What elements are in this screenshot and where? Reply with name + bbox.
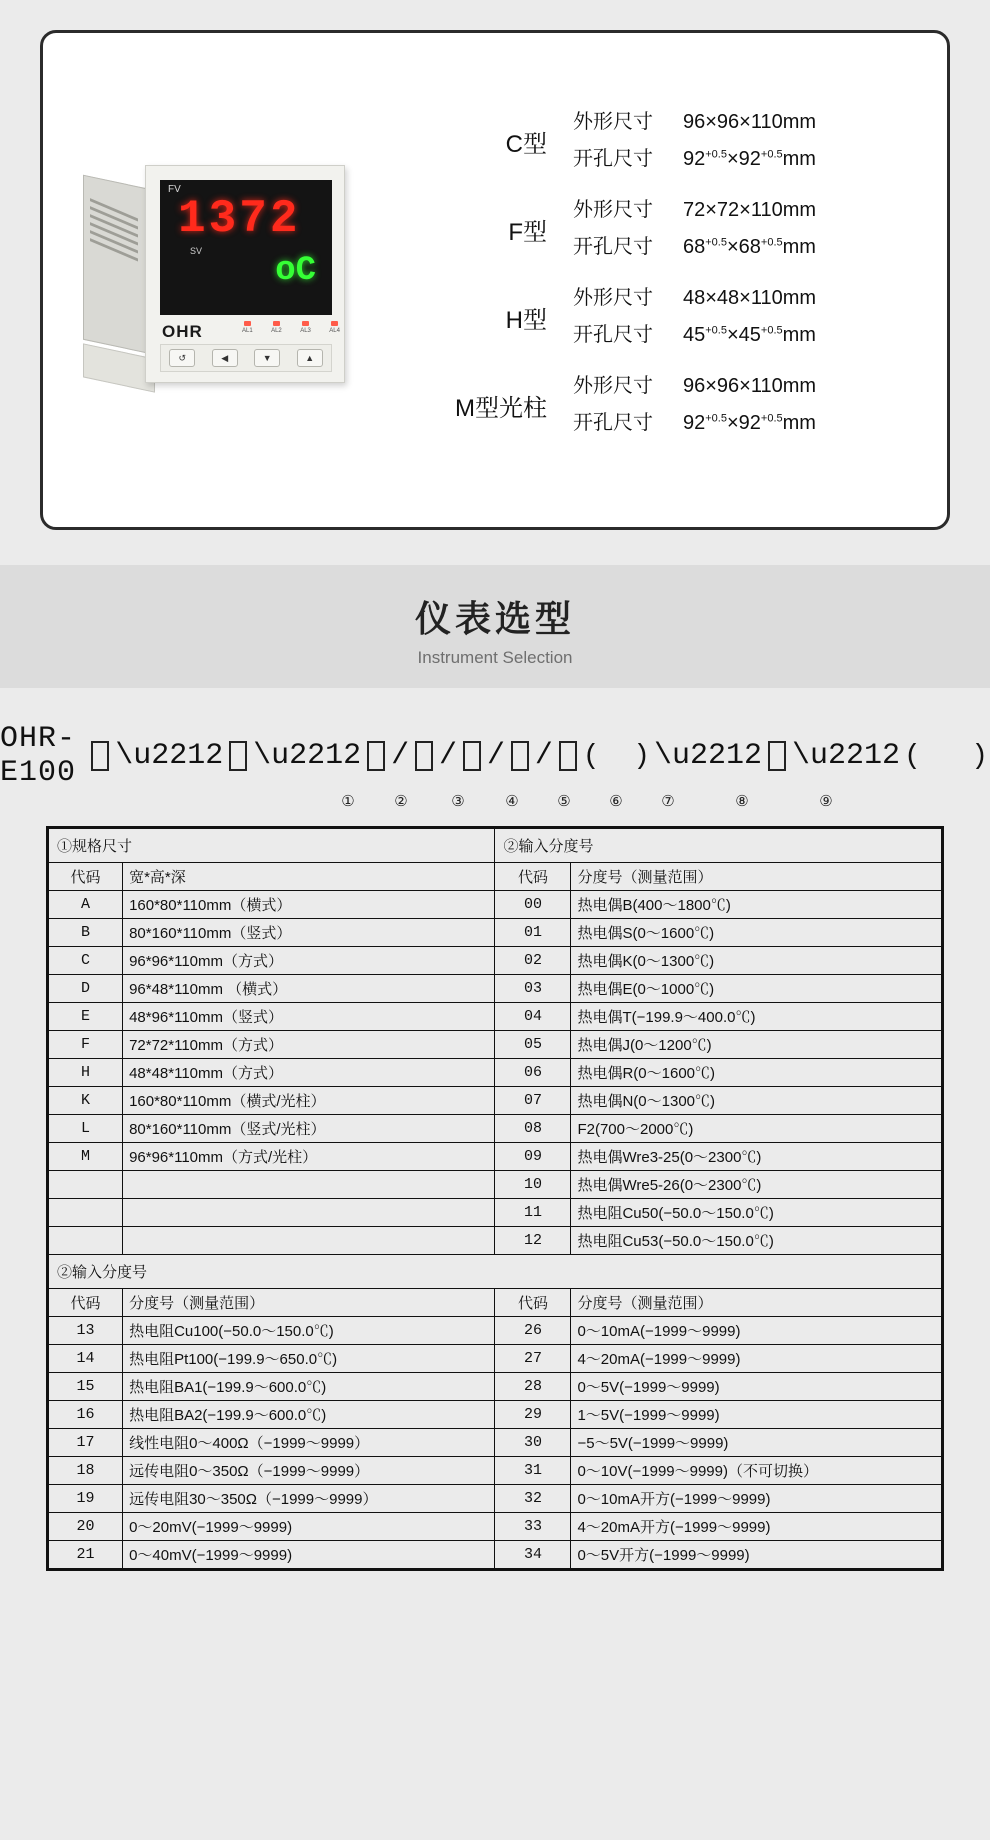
- table-row: [49, 975, 942, 1003]
- model-dash: \u2212: [253, 739, 362, 773]
- cell-code: H: [49, 1059, 123, 1087]
- model-index-6: ⑥: [609, 793, 623, 810]
- device-display: [160, 180, 332, 315]
- alarm-lamp-label: AL3: [300, 328, 311, 334]
- cell-desc: 0～20mV(−1999～9999): [123, 1513, 495, 1541]
- model-paren-open: ( ): [582, 740, 651, 772]
- model-code-line: [0, 722, 990, 790]
- cell-desc: 热电偶Wre5-26(0～2300℃): [571, 1171, 942, 1199]
- cell-desc: F2(700～2000℃): [571, 1115, 942, 1143]
- cell-code: 00: [495, 891, 571, 919]
- cell-code: 06: [495, 1059, 571, 1087]
- power-key-icon[interactable]: ↺: [169, 349, 195, 367]
- outer-dim-value: 96×96×110mm: [683, 111, 817, 133]
- section-title-cn: 仪表选型: [414, 598, 575, 639]
- left-arrow-key-icon[interactable]: ◀: [212, 349, 238, 367]
- cell-desc: 热电偶E(0～1000℃): [571, 975, 942, 1003]
- cell-desc: 热电偶B(400～1800℃): [571, 891, 942, 919]
- cell-desc: 热电偶J(0～1200℃): [571, 1031, 942, 1059]
- cell-code: C: [49, 947, 123, 975]
- cell-code: L: [49, 1115, 123, 1143]
- model-slot-2[interactable]: [229, 741, 247, 771]
- cell-desc: 48*96*110mm（竖式）: [123, 1003, 495, 1031]
- alarm-led-icon: [331, 321, 338, 326]
- cell-code: D: [49, 975, 123, 1003]
- spec-type-label: F型: [508, 218, 547, 246]
- cell-code: 16: [49, 1401, 123, 1429]
- spec-row: [373, 368, 927, 442]
- alarm-lamp: [300, 321, 311, 334]
- th-left-code: 代码: [49, 1289, 123, 1317]
- model-slash: /: [486, 739, 505, 773]
- cell-code: 21: [49, 1541, 123, 1569]
- cell-desc: 热电阻Cu53(−50.0～150.0℃): [571, 1227, 942, 1255]
- alarm-lamp: [271, 321, 282, 334]
- pv-value: 1372: [178, 193, 301, 245]
- up-arrow-key-icon[interactable]: ▲: [297, 349, 323, 367]
- hole-dim-value: $68^{+0.5}\times 68^{+0.5}mm$: [683, 236, 816, 258]
- table-row: [49, 1541, 942, 1569]
- cell-desc: 72*72*110mm（方式）: [123, 1031, 495, 1059]
- table-row: [49, 1513, 942, 1541]
- cell-code: 32: [495, 1485, 571, 1513]
- model-slot-8[interactable]: [768, 741, 786, 771]
- model-paren-close: ( ): [903, 740, 988, 772]
- outer-dim-value: 48×48×110mm: [683, 287, 817, 309]
- hole-dim-value: $92^{+0.5}\times 92^{+0.5}mm$: [683, 412, 816, 434]
- alarm-lamp-label: AL2: [271, 328, 282, 334]
- device-keypad: [160, 344, 332, 372]
- cell-desc: 4～20mA(−1999～9999): [571, 1345, 942, 1373]
- cell-desc: 0～5V(−1999～9999): [571, 1373, 942, 1401]
- cell-desc: 远传电阻30～350Ω（−1999～9999）: [123, 1485, 495, 1513]
- alarm-lamp-label: AL1: [242, 328, 253, 334]
- table-row: [49, 1429, 942, 1457]
- outer-dim-label: 外形尺寸: [573, 375, 653, 397]
- model-dash: \u2212: [115, 739, 224, 773]
- table-row: [49, 1317, 942, 1345]
- model-slash: /: [439, 739, 458, 773]
- cell-desc: 热电偶K(0～1300℃): [571, 947, 942, 975]
- cell-code: E: [49, 1003, 123, 1031]
- cell-desc: 160*80*110mm（横式）: [123, 891, 495, 919]
- cell-desc: 96*48*110mm （横式）: [123, 975, 495, 1003]
- model-index-8: ⑧: [735, 793, 749, 810]
- cell-empty: [123, 1199, 495, 1227]
- cell-desc: 96*96*110mm（方式/光柱）: [123, 1143, 495, 1171]
- cell-code: 03: [495, 975, 571, 1003]
- table-row: [49, 1143, 942, 1171]
- model-dash: \u2212: [654, 739, 763, 773]
- alarm-lamp-label: AL4: [329, 328, 340, 334]
- cell-desc: 远传电阻0～350Ω（−1999～9999）: [123, 1457, 495, 1485]
- section-title-en: Instrument Selection: [417, 648, 573, 667]
- cell-desc: 热电阻Pt100(−199.9～650.0℃): [123, 1345, 495, 1373]
- model-index-row: [0, 792, 990, 810]
- cell-code: 11: [495, 1199, 571, 1227]
- cell-code: 08: [495, 1115, 571, 1143]
- cell-code: 33: [495, 1513, 571, 1541]
- model-index-3: ③: [451, 793, 465, 810]
- model-slash: /: [391, 739, 410, 773]
- th-right-code: 代码: [495, 863, 571, 891]
- table1-left-title: ①规格尺寸: [49, 829, 495, 863]
- table-row: [49, 1227, 942, 1255]
- table-header-row: [49, 863, 942, 891]
- cell-code: 20: [49, 1513, 123, 1541]
- cell-desc: 热电阻Cu100(−50.0～150.0℃): [123, 1317, 495, 1345]
- th-right-desc: 分度号（测量范围）: [571, 1289, 942, 1317]
- model-index-9: ⑨: [819, 793, 833, 810]
- cell-desc: 4～20mA开方(−1999～9999): [571, 1513, 942, 1541]
- device-image: [43, 33, 373, 527]
- cell-empty: [123, 1227, 495, 1255]
- hole-dim-value: $92^{+0.5}\times 92^{+0.5}mm$: [683, 148, 816, 170]
- cell-code: B: [49, 919, 123, 947]
- spec-row: [373, 192, 927, 266]
- cell-desc: 热电偶S(0～1600℃): [571, 919, 942, 947]
- table1-right-title: ②输入分度号: [495, 829, 942, 863]
- cell-empty: [49, 1199, 123, 1227]
- down-arrow-key-icon[interactable]: ▼: [254, 349, 280, 367]
- cell-empty: [123, 1171, 495, 1199]
- pv-label: FV: [168, 184, 181, 195]
- alarm-led-icon: [244, 321, 251, 326]
- alarm-led-icon: [302, 321, 309, 326]
- cell-code: 05: [495, 1031, 571, 1059]
- cell-code: 19: [49, 1485, 123, 1513]
- table-row: [49, 1373, 942, 1401]
- th-left-desc: 宽*高*深: [123, 863, 495, 891]
- cell-desc: 0～10mA开方(−1999～9999): [571, 1485, 942, 1513]
- model-code-area: [0, 688, 990, 816]
- hole-dim-label: 开孔尺寸: [573, 412, 653, 434]
- cell-code: K: [49, 1087, 123, 1115]
- cell-code: 09: [495, 1143, 571, 1171]
- cell-code: A: [49, 891, 123, 919]
- model-prefix: OHR-E100: [0, 722, 77, 790]
- cell-desc: 160*80*110mm（横式/光柱）: [123, 1087, 495, 1115]
- cell-desc: 1～5V(−1999～9999): [571, 1401, 942, 1429]
- outer-dim-value: 96×96×110mm: [683, 375, 817, 397]
- table-row: [49, 891, 942, 919]
- model-slot-4[interactable]: [415, 741, 433, 771]
- cell-code: 10: [495, 1171, 571, 1199]
- table-row: [49, 919, 942, 947]
- table2-title: ②输入分度号: [49, 1255, 942, 1289]
- cell-desc: 80*160*110mm（竖式/光柱）: [123, 1115, 495, 1143]
- table-row: [49, 1485, 942, 1513]
- model-index-2: ②: [394, 793, 408, 810]
- cell-code: 34: [495, 1541, 571, 1569]
- cell-empty: [49, 1227, 123, 1255]
- cell-desc: 热电偶R(0～1600℃): [571, 1059, 942, 1087]
- cell-code: 12: [495, 1227, 571, 1255]
- model-slot-5[interactable]: [463, 741, 481, 771]
- table-header-row: [49, 1289, 942, 1317]
- hole-dim-label: 开孔尺寸: [573, 236, 653, 258]
- outer-dim-label: 外形尺寸: [573, 287, 653, 309]
- table-title-row: [49, 1255, 942, 1289]
- spec-row: [373, 280, 927, 354]
- table-row: [49, 1031, 942, 1059]
- model-slot-6[interactable]: [511, 741, 529, 771]
- cell-desc: 热电阻Cu50(−50.0～150.0℃): [571, 1199, 942, 1227]
- sv-label: SV: [190, 246, 203, 256]
- alarm-lamp: [329, 321, 340, 334]
- spec-type-label: C型: [505, 130, 547, 158]
- model-index-1: ①: [341, 793, 355, 810]
- table-row: [49, 947, 942, 975]
- selection-tables: [0, 816, 990, 1571]
- product-overview-card: [40, 30, 950, 530]
- cell-code: 28: [495, 1373, 571, 1401]
- cell-desc: 0～10mA(−1999～9999): [571, 1317, 942, 1345]
- cell-code: 13: [49, 1317, 123, 1345]
- cell-code: 31: [495, 1457, 571, 1485]
- cell-desc: 热电阻BA2(−199.9～600.0℃): [123, 1401, 495, 1429]
- model-dash: \u2212: [791, 739, 900, 773]
- sv-value: oC: [275, 252, 316, 290]
- brand-logo: OHR: [162, 322, 203, 341]
- cell-code: 14: [49, 1345, 123, 1373]
- spec-type-label: H型: [505, 306, 547, 334]
- top-spacer: [0, 0, 990, 30]
- cell-code: 07: [495, 1087, 571, 1115]
- alarm-lamp: [242, 321, 253, 334]
- cell-desc: 线性电阻0～400Ω（−1999～9999）: [123, 1429, 495, 1457]
- hole-dim-label: 开孔尺寸: [573, 148, 653, 170]
- cell-desc: 热电偶Wre3-25(0～2300℃): [571, 1143, 942, 1171]
- th-left-desc: 分度号（测量范围）: [123, 1289, 495, 1317]
- model-slot-7[interactable]: [559, 741, 577, 771]
- cell-code: 17: [49, 1429, 123, 1457]
- selection-table-outer: [46, 826, 944, 1571]
- spec-type-label: M型光柱: [455, 394, 547, 422]
- cell-desc: 0～10V(−1999～9999)（不可切换）: [571, 1457, 942, 1485]
- cell-code: 15: [49, 1373, 123, 1401]
- cell-desc: 96*96*110mm（方式）: [123, 947, 495, 975]
- model-slash: /: [534, 739, 553, 773]
- outer-dim-label: 外形尺寸: [573, 199, 653, 221]
- table-row: [49, 1199, 942, 1227]
- table-row: [49, 1401, 942, 1429]
- cell-desc: 0～5V开方(−1999～9999): [571, 1541, 942, 1569]
- outer-dim-label: 外形尺寸: [573, 111, 653, 133]
- spec-list: [373, 104, 947, 456]
- cell-desc: −5～5V(−1999～9999): [571, 1429, 942, 1457]
- model-index-4: ④: [505, 793, 519, 810]
- table-title-row: [49, 829, 942, 863]
- spec-row: [373, 104, 927, 178]
- table-row: [49, 1171, 942, 1199]
- table-row: [49, 1115, 942, 1143]
- model-index-5: ⑤: [557, 793, 571, 810]
- table-row: [49, 1059, 942, 1087]
- cell-code: 29: [495, 1401, 571, 1429]
- cell-code: M: [49, 1143, 123, 1171]
- hole-dim-label: 开孔尺寸: [573, 324, 653, 346]
- outer-dim-value: 72×72×110mm: [683, 199, 817, 221]
- model-slot-1[interactable]: [91, 741, 109, 771]
- th-right-desc: 分度号（测量范围）: [571, 863, 942, 891]
- th-right-code: 代码: [495, 1289, 571, 1317]
- cell-code: 02: [495, 947, 571, 975]
- alarm-led-icon: [273, 321, 280, 326]
- model-index-7: ⑦: [661, 793, 675, 810]
- table-spec-input: [48, 828, 942, 1569]
- device-vents: [90, 203, 138, 257]
- cell-desc: 热电偶T(−199.9～400.0℃): [571, 1003, 942, 1031]
- cell-code: F: [49, 1031, 123, 1059]
- cell-code: 01: [495, 919, 571, 947]
- hole-dim-value: $45^{+0.5}\times 45^{+0.5}mm$: [683, 324, 816, 346]
- table-row: [49, 1087, 942, 1115]
- cell-desc: 48*48*110mm（方式）: [123, 1059, 495, 1087]
- cell-desc: 热电阻BA1(−199.9～600.0℃): [123, 1373, 495, 1401]
- cell-code: 26: [495, 1317, 571, 1345]
- model-slot-3[interactable]: [367, 741, 385, 771]
- table-row: [49, 1003, 942, 1031]
- cell-code: 04: [495, 1003, 571, 1031]
- device-front-panel: [145, 165, 345, 383]
- cell-desc: 80*160*110mm（竖式）: [123, 919, 495, 947]
- cell-desc: 热电偶N(0～1300℃): [571, 1087, 942, 1115]
- cell-code: 30: [495, 1429, 571, 1457]
- alarm-lamp-group: [242, 321, 340, 334]
- cell-empty: [49, 1171, 123, 1199]
- cell-code: 27: [495, 1345, 571, 1373]
- th-left-code: 代码: [49, 863, 123, 891]
- table-row: [49, 1457, 942, 1485]
- cell-code: 18: [49, 1457, 123, 1485]
- cell-desc: 0～40mV(−1999～9999): [123, 1541, 495, 1569]
- section-header: [0, 565, 990, 688]
- table-row: [49, 1345, 942, 1373]
